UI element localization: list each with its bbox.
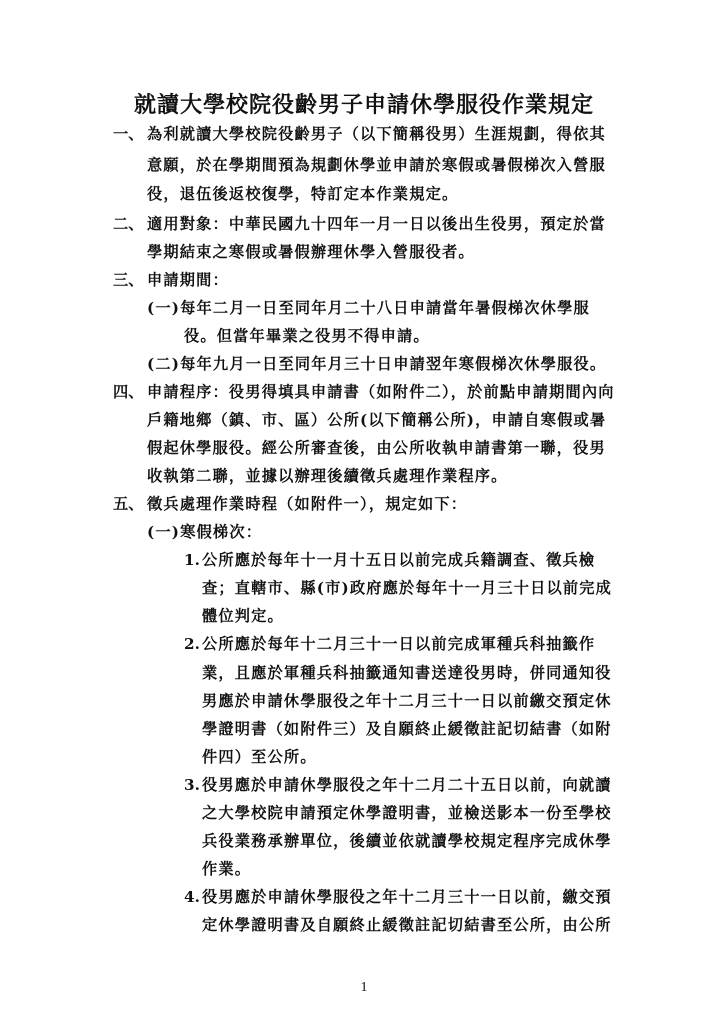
section-5-label: 五、 <box>113 495 144 513</box>
section-3-sub-2: (二)每年九月一日至同年月三十日申請翌年寒假梯次休學服役。 <box>147 355 607 373</box>
section-4-line: 收執第二聯，並據以辦理後續徵兵處理作業程序。 <box>147 467 508 485</box>
item-number: 3. <box>184 776 200 794</box>
section-3-line: 申請期間： <box>147 271 229 289</box>
item-line: 役男應於申請休學服役之年十二月二十五日以前，向就讀 <box>202 776 612 794</box>
item-line: 役男應於申請休學服役之年十二月三十一日以前，繳交預 <box>202 888 612 906</box>
section-3-label: 三、 <box>113 271 144 289</box>
section-1-label: 一、 <box>113 125 144 143</box>
document-title: 就讀大學校院役齡男子申請休學服役作業規定 <box>133 92 594 118</box>
section-1-line: 役，退伍後返校復學，特訂定本作業規定。 <box>147 185 459 203</box>
section-4-label: 四、 <box>113 383 144 401</box>
section-2-line: 學期結束之寒假或暑假辦理休學入營服役者。 <box>147 243 475 261</box>
section-3-sub-1: 役。但當年畢業之役男不得申請。 <box>184 327 430 345</box>
section-2-line: 適用對象：中華民國九十四年一月一日以後出生役男，預定於當 <box>147 215 606 233</box>
item-line: 作業。 <box>202 860 252 878</box>
item-line: 公所應於每年十二月三十一日以前完成軍種兵科抽籤作 <box>202 635 596 653</box>
item-line: 兵役業務承辦單位，後續並依就讀學校規定程序完成休學 <box>202 832 612 850</box>
item-line: 之大學校院申請預定休學證明書，並檢送影本一份至學校 <box>202 804 612 822</box>
item-line: 業，且應於軍種兵科抽籤通知書送達役男時，併同通知役 <box>202 664 612 682</box>
section-4-line: 假起休學服役。經公所審查後，由公所收執申請書第一聯，役男 <box>147 439 606 457</box>
item-line: 查；直轄市、縣(市)政府應於每年十一月三十日以前完成 <box>202 579 613 597</box>
section-1-line: 為利就讀大學校院役齡男子（以下簡稱役男）生涯規劃，得依其 <box>147 125 606 143</box>
item-number: 1. <box>184 551 200 569</box>
item-line: 學證明書（如附件三）及自願終止緩徵註記切結書（如附 <box>202 720 612 738</box>
item-line: 體位判定。 <box>202 607 284 625</box>
item-number: 4. <box>184 888 200 906</box>
item-line: 公所應於每年十一月十五日以前完成兵籍調查、徵兵檢 <box>202 551 596 569</box>
item-number: 2. <box>184 635 200 653</box>
section-4-line: 戶籍地鄉（鎮、市、區）公所(以下簡稱公所)，申請自寒假或暑 <box>147 411 607 429</box>
item-line: 件四）至公所。 <box>202 748 317 766</box>
section-3-sub-1: (一)每年二月一日至同年月二十八日申請當年暑假梯次休學服 <box>147 299 590 317</box>
page-number: 1 <box>360 980 368 995</box>
item-line: 男應於申請休學服役之年十二月三十一日以前繳交預定休 <box>202 692 612 710</box>
section-5-line: 徵兵處理作業時程（如附件一），規定如下： <box>147 495 468 513</box>
section-5-sub-1: (一)寒假梯次： <box>147 523 263 541</box>
section-4-line: 申請程序：役男得填具申請書（如附件二），於前點申請期間內向 <box>147 383 615 401</box>
item-line: 定休學證明書及自願終止緩徵註記切結書至公所，由公所 <box>202 916 612 934</box>
section-1-line: 意願，於在學期間預為規劃休學並申請於寒假或暑假梯次入營服 <box>147 156 606 174</box>
section-2-label: 二、 <box>113 215 144 233</box>
